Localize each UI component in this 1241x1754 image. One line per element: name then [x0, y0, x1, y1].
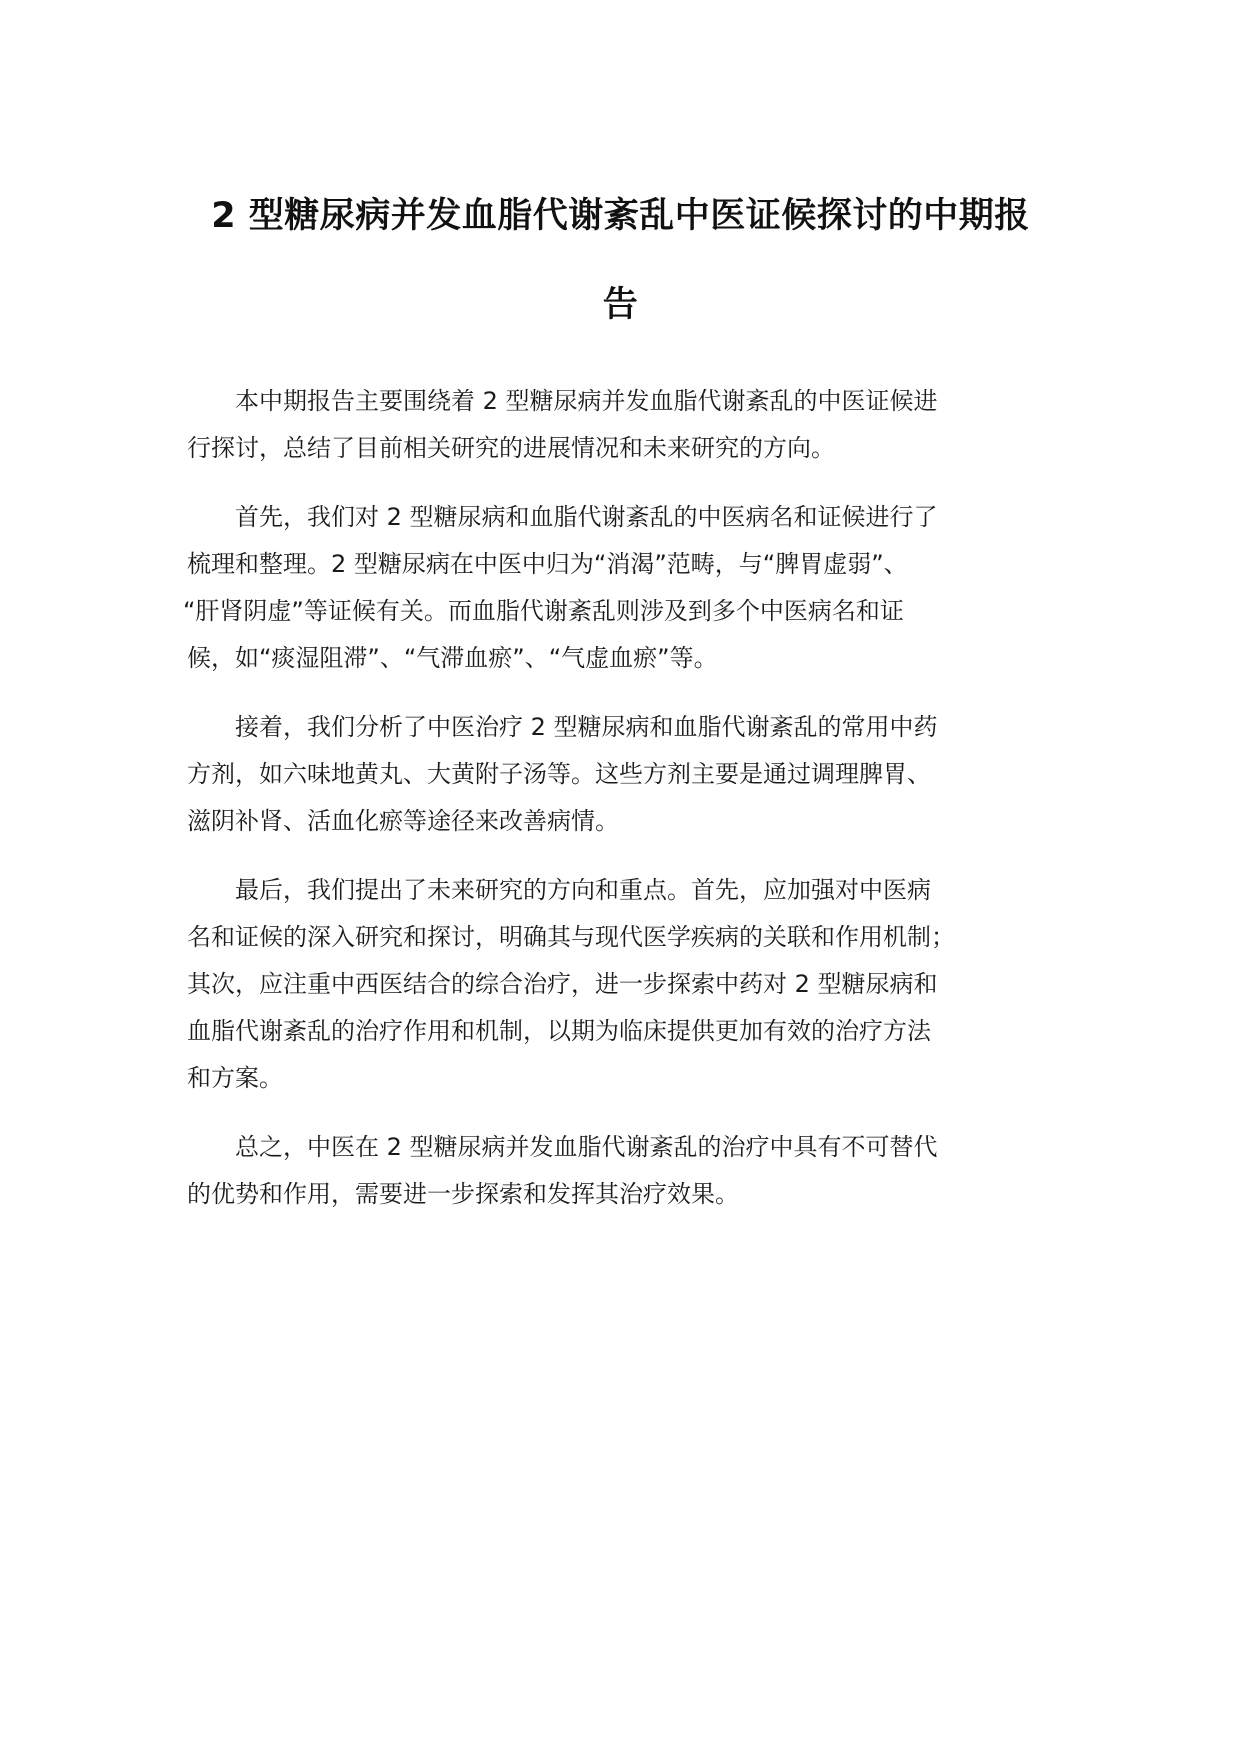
- paragraph-last: [187, 867, 1087, 1102]
- paragraph-line: 梳理和整理。2 型糖尿病在中医中归为“消渴”范畴，与“脾胃虚弱”、: [187, 550, 908, 578]
- paragraph-line: 滋阴补肾、活血化瘀等途径来改善病情。: [187, 807, 619, 835]
- paragraph-line: 其次，应注重中西医结合的综合治疗，进一步探索中药对 2 型糖尿病和: [187, 970, 938, 998]
- paragraph-line: 行探讨，总结了目前相关研究的进展情况和未来研究的方向。: [187, 434, 835, 462]
- title-line: 2 型糖尿病并发血脂代谢紊乱中医证候探讨的中期报: [211, 196, 1030, 236]
- title-line: 告: [602, 285, 639, 325]
- paragraph-line: 最后，我们提出了未来研究的方向和重点。首先，应加强对中医病: [235, 876, 931, 904]
- paragraph-line: 首先，我们对 2 型糖尿病和血脂代谢紊乱的中医病名和证候进行了: [235, 503, 938, 531]
- paragraph-line: 和方案。: [187, 1064, 283, 1092]
- paragraph-summary: [187, 1124, 1087, 1218]
- paragraph-line: “肝肾阴虚”等证候有关。而血脂代谢紊乱则涉及到多个中医病名和证: [183, 597, 904, 625]
- paragraph-line: 名和证候的深入研究和探讨，明确其与现代医学疾病的关联和作用机制；: [187, 923, 955, 951]
- paragraph-line: 的优势和作用，需要进一步探索和发挥其治疗效果。: [187, 1180, 739, 1208]
- paragraph-line: 血脂代谢紊乱的治疗作用和机制，以期为临床提供更加有效的治疗方法: [187, 1017, 931, 1045]
- paragraph-line: 总之，中医在 2 型糖尿病并发血脂代谢紊乱的治疗中具有不可替代: [235, 1133, 938, 1161]
- paragraph-line: 接着，我们分析了中医治疗 2 型糖尿病和血脂代谢紊乱的常用中药: [235, 713, 938, 741]
- paragraph-line: 本中期报告主要围绕着 2 型糖尿病并发血脂代谢紊乱的中医证候进: [235, 387, 938, 415]
- paragraph-line: 方剂，如六味地黄丸、大黄附子汤等。这些方剂主要是通过调理脾胃、: [187, 760, 931, 788]
- paragraph-next: [187, 704, 1087, 845]
- paragraph-intro: [187, 378, 1087, 472]
- document-body: [183, 378, 1087, 1240]
- paragraph-first: [183, 494, 1087, 682]
- paragraph-line: 候，如“痰湿阻滞”、“气滞血瘀”、“气虚血瘀”等。: [187, 644, 718, 672]
- document-title: [150, 172, 1091, 350]
